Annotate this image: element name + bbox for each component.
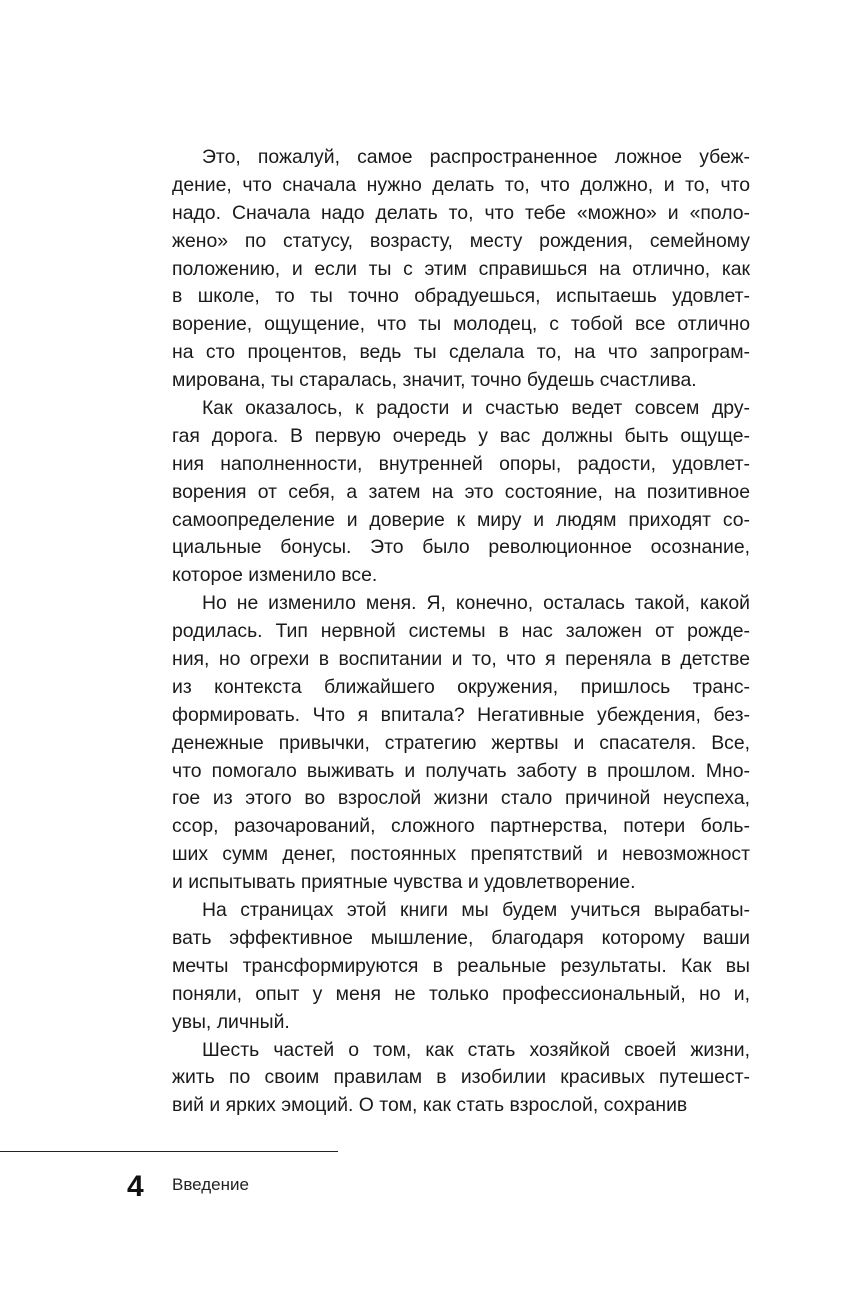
text-line: надо. Сначала надо делать то, что тебе «можно» и «поло- bbox=[172, 201, 750, 224]
page-body bbox=[172, 144, 750, 1120]
text-line: формировать. Что я впитала? Негативные убеждения, без- bbox=[172, 703, 750, 726]
text-line: Это, пожалуй, самое распространенное ложное убеж- bbox=[202, 146, 750, 168]
running-head: Введение bbox=[172, 1175, 249, 1194]
text-line: вать эффективное мышление, благодаря которому ваши bbox=[172, 926, 750, 949]
text-line: родилась. Тип нервной системы в нас заложен от рожде- bbox=[172, 620, 750, 643]
text-line: Но не изменило меня. Я, конечно, осталась такой, какой bbox=[202, 592, 750, 615]
text-line: ния наполненности, внутренней опоры, радости, удовлет- bbox=[172, 452, 750, 475]
text-line: ссор, разочарований, сложного партнерства, потери боль- bbox=[172, 815, 750, 838]
text-line: ворение, ощущение, что ты молодец, с тобой все отлично bbox=[172, 313, 750, 336]
text-line: мирована, ты старалась, значит, точно будешь счастлива. bbox=[172, 369, 697, 392]
text-line: положению, и если ты с этим справишься на отлично, как bbox=[172, 257, 750, 280]
footer-rule bbox=[0, 1151, 338, 1152]
text-line: которое изменило все. bbox=[172, 564, 378, 587]
text-line: из контекста ближайшего окружения, пришлось транс- bbox=[172, 675, 750, 698]
text-line: поняли, опыт у меня не только профессиональный, но и, bbox=[172, 982, 750, 1005]
paragraph bbox=[172, 590, 750, 897]
text-line: Шесть частей о том, как стать хозяйкой своей жизни, bbox=[202, 1038, 750, 1061]
text-line: дение, что сначала нужно делать то, что должно, и то, что bbox=[172, 173, 750, 196]
text-line: жено» по статусу, возрасту, месту рождения, семейному bbox=[172, 229, 750, 252]
text-line: жить по своим правилам в изобилии красивых путешест- bbox=[172, 1066, 750, 1089]
text-line: ших сумм денег, постоянных препятствий и невозможност bbox=[172, 843, 750, 866]
text-line: вий и ярких эмоций. О том, как стать взрослой, сохранив bbox=[172, 1094, 688, 1117]
text-line: гая дорога. В первую очередь у вас должны быть ощуще- bbox=[172, 424, 750, 447]
text-line: в школе, то ты точно обрадуешься, испытаешь удовлет- bbox=[172, 285, 750, 308]
text-line: самоопределение и доверие к миру и людям приходят со- bbox=[172, 508, 750, 531]
text-line: что помогало выживать и получать заботу в прошлом. Мно- bbox=[172, 759, 750, 782]
text-line: денежные привычки, стратегию жертвы и спасателя. Все, bbox=[172, 731, 750, 754]
text-line: увы, личный. bbox=[172, 1010, 290, 1033]
text-line: циальные бонусы. Это было революционное осознание, bbox=[172, 536, 750, 559]
text-line: На страницах этой книги мы будем учиться вырабаты- bbox=[202, 899, 750, 922]
text-line: на сто процентов, ведь ты сделала то, на что запрограм- bbox=[172, 341, 750, 364]
page-number: 4 bbox=[127, 1170, 144, 1203]
text-line: ворения от себя, а затем на это состояние, на позитивное bbox=[172, 480, 750, 503]
text-line: Как оказалось, к радости и счастью ведет совсем дру- bbox=[202, 397, 750, 420]
paragraph bbox=[172, 1037, 750, 1121]
paragraph bbox=[172, 897, 750, 1036]
text-line: гое из этого во взрослой жизни стало причиной неуспеха, bbox=[172, 787, 750, 810]
text-line: ния, но огрехи в воспитании и то, что я переняла в детстве bbox=[172, 648, 750, 671]
text-line: и испытывать приятные чувства и удовлетворение. bbox=[172, 871, 636, 894]
paragraph bbox=[172, 395, 750, 590]
paragraph bbox=[172, 144, 750, 395]
text-line: мечты трансформируются в реальные результаты. Как вы bbox=[172, 954, 750, 977]
